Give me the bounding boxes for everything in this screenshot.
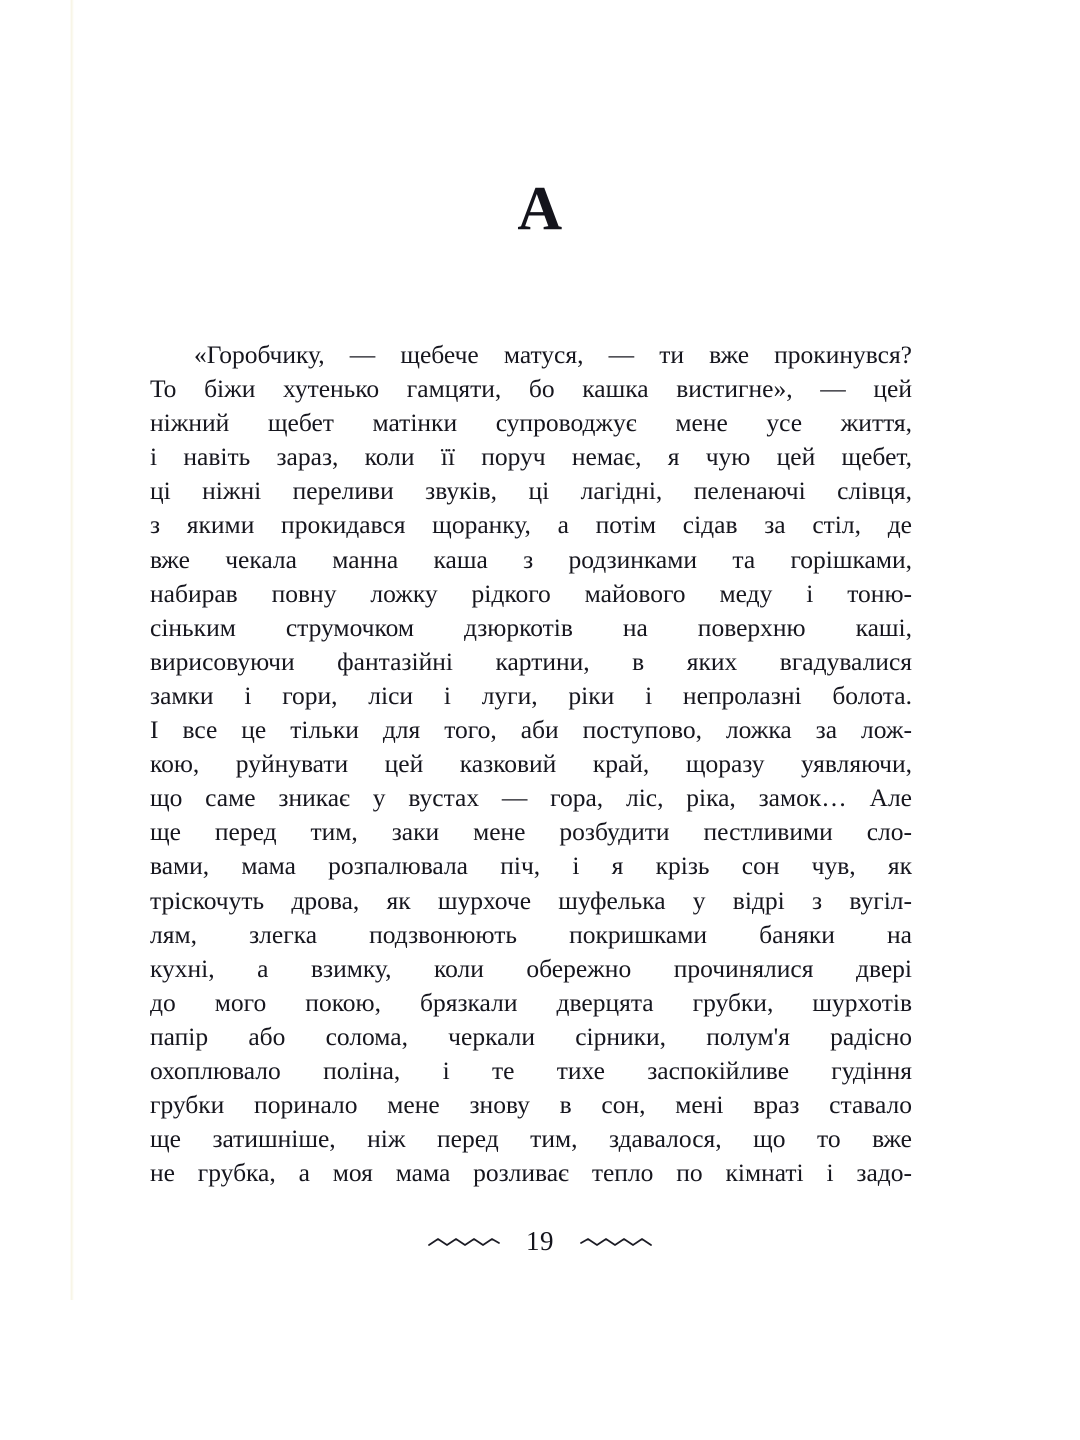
- wave-ornament-left-icon: [428, 1234, 500, 1250]
- text-line: ще затишніше, ніж перед тим, здавалося, що то вже: [150, 1124, 912, 1154]
- text-line: до мого покою, брязкали дверцята грубки, шурхотів: [150, 987, 912, 1017]
- chapter-heading-letter: А: [517, 175, 563, 243]
- text-line: набирав повну ложку рідкого майового меду і тоню-: [150, 578, 912, 608]
- text-line: кухні, а взимку, коли обережно прочинялися двері: [150, 953, 912, 983]
- text-line: з якими прокидався щоранку, а потім сідав за стіл, де: [150, 510, 912, 540]
- page-number: 19: [526, 1226, 554, 1256]
- text-line: То біжи хутенько гамцяти, бо кашка вистигне», — цей: [150, 374, 912, 404]
- text-line: грубки поринало мене знову в сон, мені враз ставало: [150, 1090, 912, 1120]
- text-line: [150, 338, 912, 372]
- text-line: папір або солома, черкали сірники, полум'я радісно: [150, 1021, 912, 1051]
- text-line: тріскочуть дрова, як шурхоче шуфелька у відрі з вугіл-: [150, 885, 912, 915]
- text-line: ще перед тим, заки мене розбудити пестливими сло-: [150, 817, 912, 847]
- body-text-block: [150, 338, 912, 1190]
- text-line: вже чекала манна каша з родзинками та горішками,: [150, 544, 912, 574]
- text-line: охоплювало поліна, і те тихе заспокійливе гудіння: [150, 1055, 912, 1085]
- text-line: кою, руйнувати цей казковий край, щоразу уявляючи,: [150, 749, 912, 779]
- text-line: ці ніжні переливи звуків, ці лагідні, пеленаючі слівця,: [150, 476, 912, 506]
- text-line: ніжний щебет матінки супроводжує мене усе життя,: [150, 408, 912, 438]
- text-line: вирисовуючи фантазійні картини, в яких вгадувалися: [150, 646, 912, 676]
- page-footer: [0, 1228, 1080, 1255]
- text-line: що саме зникає у вустах — гора, ліс, ріка, замок… Але: [150, 783, 912, 813]
- wave-ornament-right-icon: [580, 1234, 652, 1250]
- text-line: І все це тільки для того, аби поступово, ложка за лож-: [150, 715, 912, 745]
- text-line-content: «Горобчику, — щебече матуся, — ти вже прокинувся?: [194, 340, 912, 369]
- text-line: замки і гори, ліси і луги, ріки і непролазні болота.: [150, 680, 912, 710]
- text-line: і навіть зараз, коли її поруч немає, я чую цей щебет,: [150, 442, 912, 472]
- text-line: не грубка, а моя мама розливає тепло по кімнаті і задо-: [150, 1158, 912, 1188]
- text-line: сіньким струмочком дзюркотів на поверхню каші,: [150, 612, 912, 642]
- text-line: лям, злегка подзвонюють покришками баняки на: [150, 919, 912, 949]
- text-line: вами, мама розпалювала піч, і я крізь сон чув, як: [150, 851, 912, 881]
